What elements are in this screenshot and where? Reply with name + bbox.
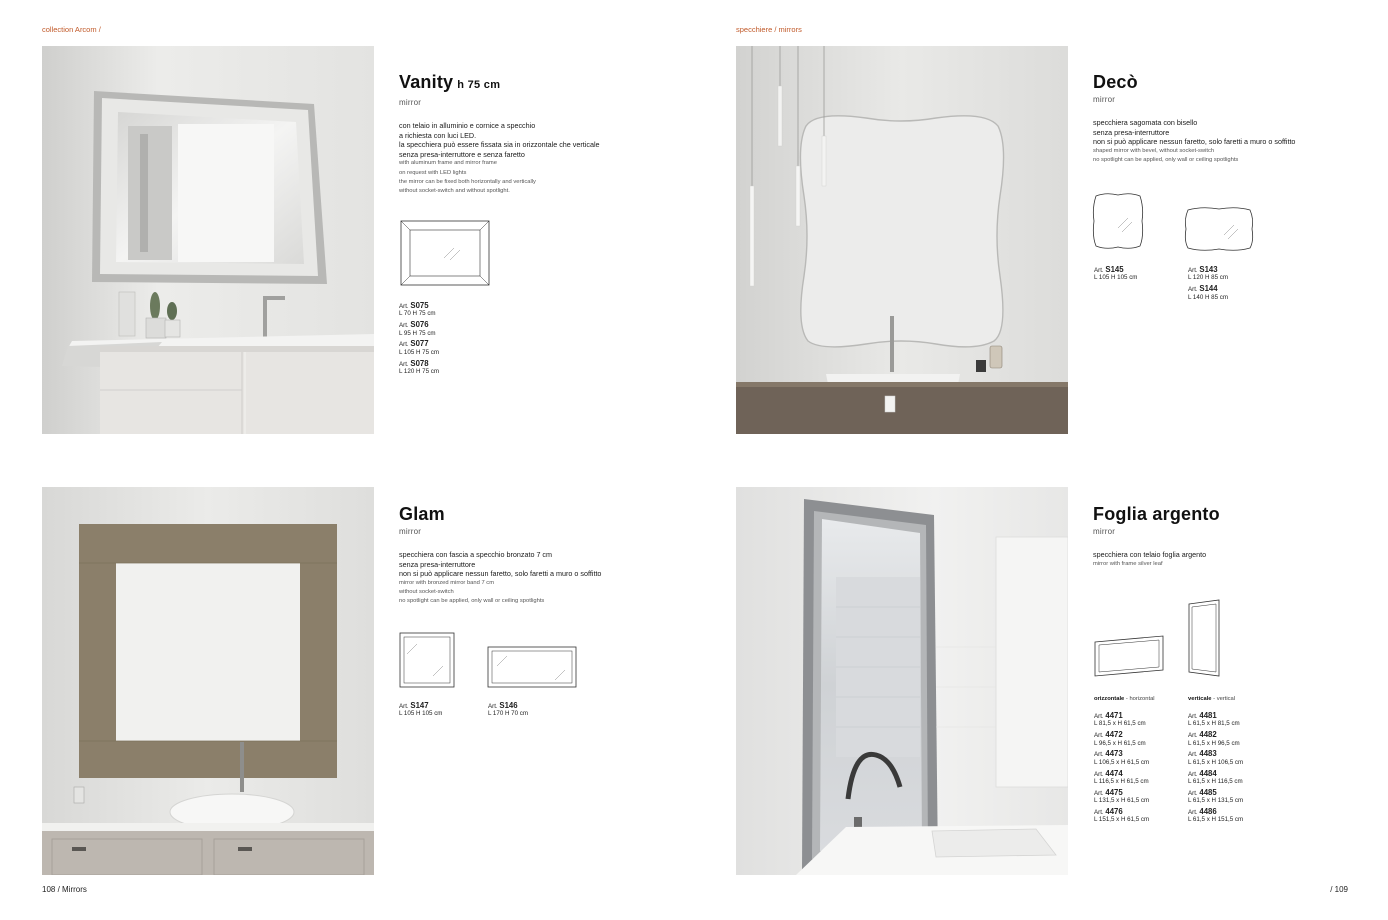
article-row	[1094, 712, 1149, 728]
foglia-col-vertical-head	[1188, 696, 1235, 702]
article-dims: L 170 H 70 cm	[488, 710, 529, 718]
article-code: S144	[1199, 284, 1218, 294]
article-prefix: Art.	[1188, 789, 1198, 797]
article-dims: L 70 H 75 cm	[399, 310, 436, 318]
article-row	[1094, 731, 1149, 747]
vanity-desc-en-line: with aluminum frame and mirror frame	[399, 160, 497, 167]
col-head-it: orizzontale	[1094, 696, 1125, 702]
article-row	[1188, 266, 1228, 282]
glam-description	[399, 550, 699, 606]
article-dims: L 61,5 x H 131,5 cm	[1188, 797, 1244, 805]
article-code: S077	[410, 339, 429, 349]
deco-drawing-square	[1090, 190, 1146, 252]
article-dims: L 81,5 x H 61,5 cm	[1094, 720, 1146, 728]
foglia-col-horizontal-head	[1094, 696, 1155, 702]
article-row	[399, 702, 442, 718]
glam-type: mirror	[399, 527, 422, 536]
article-dims: L 105 H 105 cm	[399, 710, 443, 718]
article-prefix: Art.	[399, 322, 409, 330]
article-prefix: Art.	[1094, 789, 1104, 797]
foglia-drawing-horizontal	[1093, 634, 1165, 678]
glam-desc-en-line: mirror with bronzed mirror band 7 cm	[399, 579, 495, 586]
article-dims: L 120 H 75 cm	[399, 368, 440, 376]
article-dims: L 116,5 x H 61,5 cm	[1094, 778, 1149, 786]
glam-desc-it-line: non si può applicare nessun faretto, solo faretti a muro o soffitto	[399, 569, 602, 579]
vanity-desc-it-line: a richiesta con luci LED.	[399, 130, 477, 140]
article-dims: L 61,5 x H 151,5 cm	[1188, 816, 1244, 824]
article-prefix: Art.	[399, 703, 409, 710]
article-code: 4486	[1199, 807, 1217, 817]
article-dims: L 61,5 x H 96,5 cm	[1188, 739, 1240, 747]
deco-desc-en-line: shaped mirror with bevel, without socket-switch	[1093, 147, 1215, 154]
article-dims: L 61,5 x H 106,5 cm	[1188, 758, 1244, 766]
article-row	[1188, 731, 1243, 747]
vanity-drawing	[400, 220, 490, 286]
article-prefix: Art.	[1188, 267, 1198, 274]
foglia-photo	[736, 487, 1068, 875]
article-dims: L 95 H 75 cm	[399, 329, 436, 337]
deco-description	[1093, 118, 1373, 165]
glam-info	[399, 504, 699, 606]
article-code: S146	[499, 701, 518, 710]
glam-title: Glam	[399, 504, 445, 524]
foglia-articles-horizontal	[1094, 712, 1149, 827]
vanity-name: Vanity	[399, 72, 454, 92]
glam-desc-it-line: senza presa-interruttore	[399, 559, 476, 569]
deco-desc-it-line: non si può applicare nessun faretto, solo faretti a muro o soffitto	[1093, 137, 1296, 147]
vanity-desc-it-line: la specchiera può essere fissata sia in orizzontale che verticale	[399, 140, 600, 150]
glam-articles-a	[399, 702, 442, 721]
col-head-it: verticale	[1188, 696, 1212, 702]
deco-desc-it-line: senza presa-interruttore	[1093, 127, 1170, 137]
glam-desc-en-line: no spotlight can be applied, only wall or ceiling spotlights	[399, 598, 545, 605]
deco-title: Decò	[1093, 72, 1138, 92]
article-dims: L 105 H 105 cm	[1094, 274, 1138, 282]
article-row	[399, 302, 439, 318]
vanity-desc-it-line: con telaio in alluminio e cornice a specchio	[399, 121, 536, 130]
section-label-left: collection Arcom /	[42, 25, 101, 34]
article-prefix: Art.	[1094, 713, 1104, 720]
article-row	[1094, 266, 1137, 282]
vanity-info	[399, 72, 699, 196]
article-prefix: Art.	[399, 341, 409, 349]
deco-desc-it-line: specchiera sagomata con bisello	[1093, 118, 1198, 127]
article-row	[1094, 808, 1149, 824]
article-prefix: Art.	[1188, 809, 1198, 817]
vanity-type: mirror	[399, 98, 422, 107]
article-row	[1188, 712, 1243, 728]
article-dims: L 131,5 x H 61,5 cm	[1094, 797, 1150, 805]
article-code: 4483	[1199, 749, 1217, 759]
article-row	[1188, 770, 1243, 786]
article-row	[488, 702, 528, 718]
deco-photo	[736, 46, 1068, 434]
article-code: 4473	[1105, 749, 1123, 759]
article-code: 4474	[1105, 768, 1123, 778]
article-code: 4484	[1199, 768, 1217, 778]
glam-photo	[42, 487, 374, 875]
article-row	[399, 360, 439, 376]
article-code: S076	[410, 320, 429, 330]
foglia-type: mirror	[1093, 527, 1116, 536]
article-code: S078	[410, 358, 429, 368]
vanity-articles	[399, 302, 439, 379]
vanity-desc-en-line: on request with LED lights	[399, 169, 467, 176]
page-footer-right: / 109	[1330, 885, 1348, 894]
article-row	[1188, 789, 1243, 805]
article-prefix: Art.	[1094, 809, 1104, 817]
article-prefix: Art.	[1094, 751, 1104, 759]
deco-desc-en-line: no spotlight can be applied, only wall or ceiling spotlights	[1093, 156, 1239, 163]
article-code: S145	[1105, 265, 1124, 274]
article-dims: L 106,5 x H 61,5 cm	[1094, 758, 1150, 766]
article-code: S143	[1199, 265, 1218, 274]
article-row	[399, 340, 439, 356]
article-code: 4472	[1105, 730, 1123, 740]
article-prefix: Art.	[1094, 732, 1104, 740]
glam-drawing-rect	[487, 646, 577, 688]
vanity-desc-en-line: without socket-switch and without spotlight.	[399, 187, 510, 194]
article-dims: L 120 H 85 cm	[1188, 274, 1229, 282]
article-row	[1188, 750, 1243, 766]
article-row	[1094, 750, 1149, 766]
article-row	[1188, 285, 1228, 301]
glam-desc-it-line: specchiera con fascia a specchio bronzato 7 cm	[399, 550, 553, 559]
article-code: S075	[410, 301, 429, 310]
article-code: S147	[410, 701, 429, 710]
article-dims: L 61,5 x H 116,5 cm	[1188, 778, 1243, 786]
article-prefix: Art.	[1094, 770, 1104, 778]
article-code: 4482	[1199, 730, 1217, 740]
article-row	[1094, 789, 1149, 805]
article-dims: L 96,5 x H 61,5 cm	[1094, 739, 1146, 747]
article-row	[399, 321, 439, 337]
article-code: 4476	[1105, 807, 1123, 817]
vanity-height-label: h 75 cm	[457, 79, 501, 91]
vanity-desc-it-line: senza presa-interruttore e senza faretto	[399, 149, 525, 159]
article-dims: L 61,5 x H 81,5 cm	[1188, 720, 1240, 728]
article-code: 4471	[1105, 711, 1123, 720]
page-footer-left: 108 / Mirrors	[42, 885, 87, 894]
glam-drawing-square	[399, 632, 455, 688]
foglia-description	[1093, 550, 1373, 569]
glam-desc-en-line: without socket-switch	[399, 588, 454, 595]
article-prefix: Art.	[1188, 751, 1198, 759]
foglia-title: Foglia argento	[1093, 504, 1220, 524]
col-head-en: - horizontal	[1125, 696, 1155, 702]
vanity-description	[399, 121, 699, 196]
deco-type: mirror	[1093, 95, 1116, 104]
foglia-info	[1093, 504, 1373, 569]
article-row	[1188, 808, 1243, 824]
article-prefix: Art.	[488, 703, 498, 710]
article-dims: L 105 H 75 cm	[399, 348, 440, 356]
article-prefix: Art.	[1188, 713, 1198, 720]
vanity-desc-en-line: the mirror can be fixed both horizontally and vertically	[399, 178, 536, 185]
col-head-en: - vertical	[1213, 696, 1236, 702]
article-code: 4481	[1199, 711, 1217, 720]
article-prefix: Art.	[399, 360, 409, 368]
foglia-desc-en-line: mirror with frame silver leaf	[1093, 560, 1163, 567]
article-prefix: Art.	[1188, 732, 1198, 740]
article-code: 4475	[1105, 787, 1123, 797]
foglia-desc-it-line: specchiera con telaio foglia argento	[1093, 550, 1207, 559]
article-prefix: Art.	[1188, 770, 1198, 778]
article-code: 4485	[1199, 787, 1217, 797]
article-prefix: Art.	[1094, 267, 1104, 274]
article-prefix: Art.	[1188, 286, 1198, 294]
section-label-right: specchiere / mirrors	[736, 25, 802, 34]
vanity-photo	[42, 46, 374, 434]
deco-drawing-rect	[1182, 205, 1256, 253]
glam-articles-b	[488, 702, 528, 721]
foglia-drawing-vertical	[1187, 598, 1221, 678]
article-row	[1094, 770, 1149, 786]
article-dims: L 151,5 x H 61,5 cm	[1094, 816, 1150, 824]
deco-articles-a	[1094, 266, 1137, 285]
article-prefix: Art.	[399, 303, 409, 310]
vanity-title	[399, 72, 699, 95]
deco-info	[1093, 72, 1373, 165]
deco-articles-b	[1188, 266, 1228, 304]
foglia-articles-vertical	[1188, 712, 1243, 827]
article-dims: L 140 H 85 cm	[1188, 293, 1229, 301]
